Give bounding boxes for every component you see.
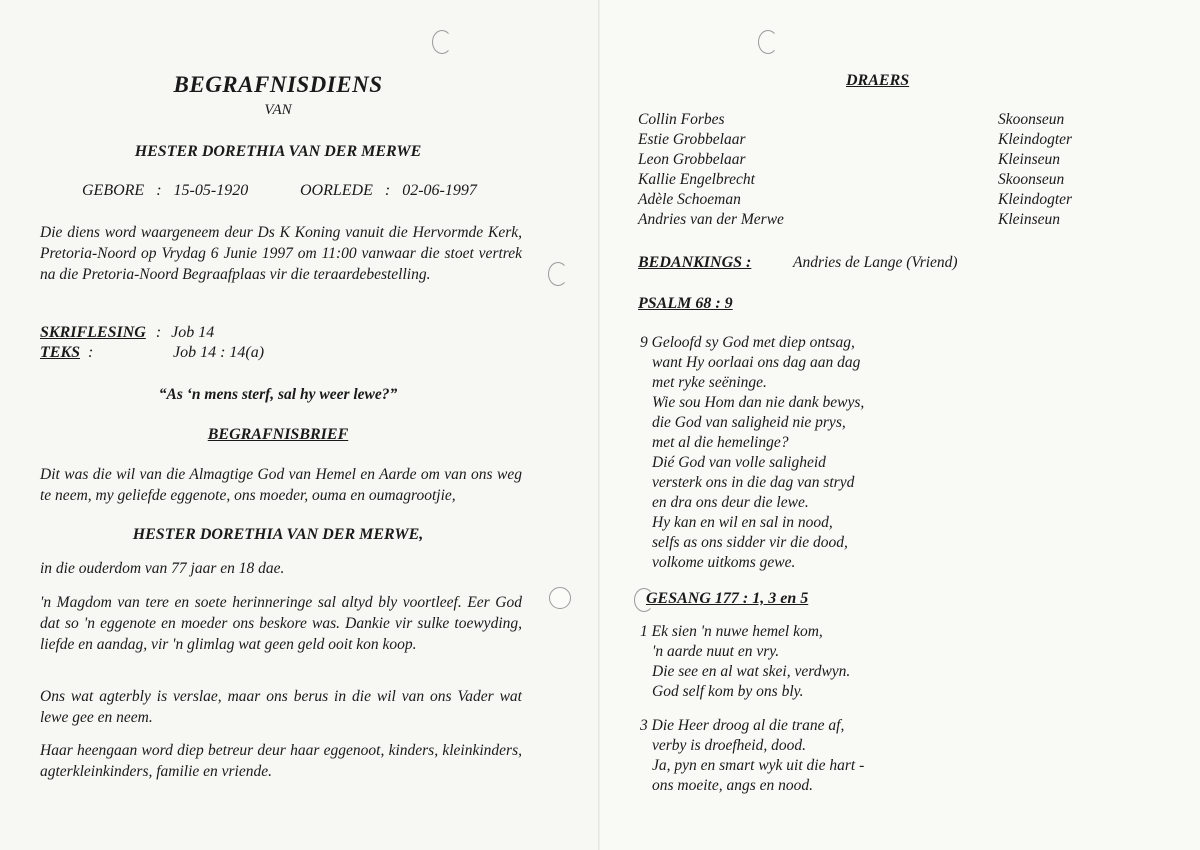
psalm-line: versterk ons in die dag van stryd xyxy=(652,474,855,491)
psalm-line: Wie sou Hom dan nie dank bewys, xyxy=(652,394,865,411)
letter-name: HESTER DORETHIA VAN DER MERWE, xyxy=(132,526,424,543)
hymn-verse-1 xyxy=(640,622,850,702)
van-label: VAN xyxy=(264,102,292,118)
bearer-name: Estie Grobbelaar xyxy=(638,131,746,148)
hymn-line: 3 Die Heer droog al die trane af, xyxy=(640,717,845,734)
letter-paragraph-1: Dit was die wil van die Almagtige God van Hemel en Aarde om van ons weg te neem, my geliefde eggenote, ons moeder, ouma en oumagrootjie, xyxy=(40,466,522,504)
punch-hole-mark xyxy=(432,30,452,54)
letter-heading: BEGRAFNISBRIEF xyxy=(207,426,349,443)
died-label: OORLEDE xyxy=(300,182,373,199)
hymn-line: 'n aarde nuut en vry. xyxy=(652,643,780,660)
psalm-line: met ryke seëninge. xyxy=(652,374,767,391)
died-date: 02-06-1997 xyxy=(402,182,477,199)
hymn-line: Die see en al wat skei, verdwyn. xyxy=(652,663,851,680)
hymn-line: ons moeite, angs en nood. xyxy=(652,777,814,794)
hymn-line: verby is droefheid, dood. xyxy=(652,737,806,754)
psalm-line: en dra ons deur die lewe. xyxy=(652,494,809,511)
punch-hole-mark xyxy=(758,30,778,54)
died-row: OORLEDE : 02-06-1997 xyxy=(300,182,477,199)
hymn-verse-3 xyxy=(640,716,864,796)
scripture-row: SKRIFLESING : Job 14 xyxy=(40,324,215,341)
quote: “As ‘n mens sterf, sal hy weer lewe?” xyxy=(158,386,398,403)
bearer-relation: Kleindogter xyxy=(998,131,1073,148)
thanks-value: Andries de Lange (Vriend) xyxy=(793,254,958,271)
psalm-line: selfs as ons sidder vir die dood, xyxy=(652,534,848,551)
punch-hole-mark xyxy=(548,262,568,286)
psalm-line: die God van saligheid nie prys, xyxy=(652,414,846,431)
thanks-label: BEDANKINGS : xyxy=(638,254,752,271)
letter-paragraph-3: Ons wat agterbly is verslae, maar ons berus in die wil van ons Vader wat lewe gee en neem. xyxy=(40,688,522,726)
bearer-relation: Kleinseun xyxy=(998,211,1060,228)
letter-paragraph-2: 'n Magdom van tere en soete herinneringe sal altyd bly voortleef. Eer God dat so 'n eggenote en moeder ons beskore was. Dankie vir sulke toewyding, liefde en aandag, vir 'n glimlag wat geen geld ooit kon koop. xyxy=(40,594,522,653)
hymn-line: Ja, pyn en smart wyk uit die hart - xyxy=(652,757,865,774)
hymn-line: God self kom by ons bly. xyxy=(652,683,804,700)
bearers-heading: DRAERS xyxy=(846,72,910,89)
bearer-relation: Skoonseun xyxy=(998,171,1065,188)
psalm-verse xyxy=(640,333,864,573)
bearer-relation: Skoonseun xyxy=(998,111,1065,128)
bearer-relation: Kleindogter xyxy=(998,191,1073,208)
punch-hole xyxy=(549,587,571,609)
hymn-line: 1 Ek sien 'n nuwe hemel kom, xyxy=(640,623,823,640)
psalm-line: 9 Geloofd sy God met diep ontsag, xyxy=(640,334,855,351)
right-page xyxy=(600,0,1200,850)
deceased-name: HESTER DORETHIA VAN DER MERWE xyxy=(134,143,422,160)
text-colon: : xyxy=(88,344,94,361)
psalm-line: Dié God van volle saligheid xyxy=(652,454,826,471)
text-value: Job 14 : 14(a) xyxy=(173,344,265,361)
psalm-line: met al die hemelinge? xyxy=(652,434,789,451)
born-date: 15-05-1920 xyxy=(173,182,249,199)
scripture-label: SKRIFLESING xyxy=(40,324,146,341)
scripture-value: Job 14 xyxy=(171,324,215,341)
bearer-relation: Kleinseun xyxy=(998,151,1060,168)
born-row: GEBORE : 15-05-1920 xyxy=(82,182,249,199)
hymn-heading: GESANG 177 : 1, 3 en 5 xyxy=(646,590,809,607)
psalm-heading: PSALM 68 : 9 xyxy=(638,295,733,312)
bearer-name: Adèle Schoeman xyxy=(638,191,741,208)
page-title: BEGRAFNISDIENS xyxy=(173,72,383,97)
bearer-name: Collin Forbes xyxy=(638,111,725,128)
born-label: GEBORE xyxy=(82,182,145,199)
letter-age: in die ouderdom van 77 jaar en 18 dae. xyxy=(40,560,285,577)
psalm-line: want Hy oorlaai ons dag aan dag xyxy=(652,354,861,371)
bearer-name: Leon Grobbelaar xyxy=(638,151,746,168)
bearer-name: Kallie Engelbrecht xyxy=(638,171,755,188)
text-label: TEKS xyxy=(40,344,81,361)
letter-paragraph-4: Haar heengaan word diep betreur deur haar eggenoot, kinders, kleinkinders, agterkleinkinders, familie en vriende. xyxy=(40,742,522,780)
bearer-name: Andries van der Merwe xyxy=(638,211,784,228)
service-paragraph: Die diens word waargeneem deur Ds K Koning vanuit die Hervormde Kerk, Pretoria-Noord op Vrydag 6 Junie 1997 om 11:00 vanwaar die stoet vertrek na die Pretoria-Noord Begraafplaas vir die teraardebestelling. xyxy=(40,224,522,283)
psalm-line: volkome uitkoms gewe. xyxy=(652,554,796,571)
psalm-line: Hy kan en wil en sal in nood, xyxy=(652,514,833,531)
